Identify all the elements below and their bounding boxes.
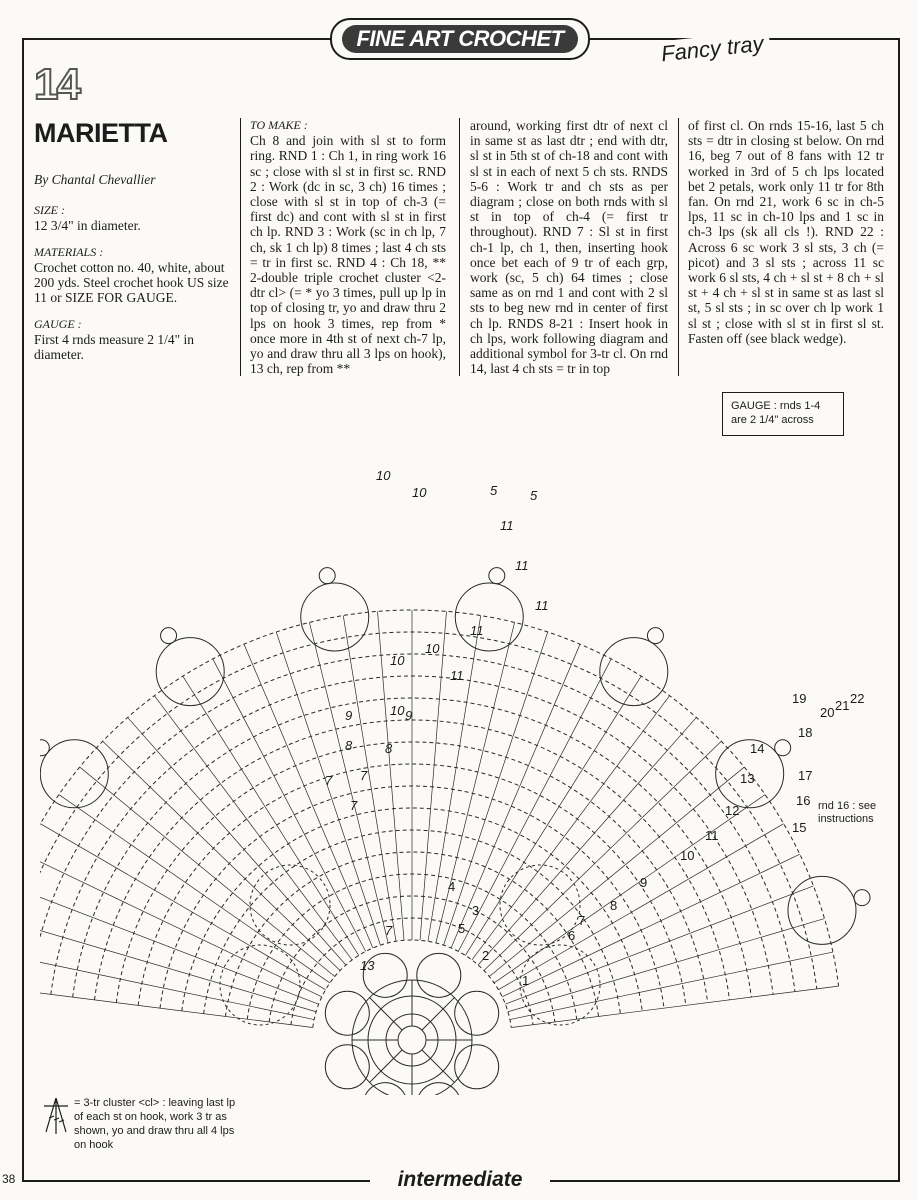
mesh-spoke — [244, 644, 373, 948]
round-label: 7 — [385, 923, 393, 938]
page-number: 38 — [2, 1172, 16, 1186]
center-petal — [455, 1045, 499, 1089]
round-label: 9 — [345, 708, 353, 723]
edge-picot — [854, 890, 870, 906]
mesh-spoke — [505, 886, 813, 1004]
mesh-spoke — [213, 659, 366, 951]
round-label: 7 — [578, 913, 586, 928]
mesh-spoke — [59, 795, 330, 983]
edge-picot — [647, 628, 663, 644]
instructions-column-1 — [250, 118, 446, 376]
edge-picot — [319, 568, 335, 584]
pattern-number: 14 — [34, 60, 79, 109]
round-label: 10 — [390, 653, 405, 668]
mesh-spoke — [40, 952, 314, 1019]
designer-credit: By Chantal Chevallier — [34, 172, 156, 187]
cluster-symbol-icon — [42, 1096, 70, 1136]
instructions-column-2: around, working first dtr of next cl in same st as last dtr ; end with dtr, sl st in 5th st of ch-18 and cont with sl st in each of next 5 ch sts. RNDS 5-6 : Work tr and ch sts as per diagram ; close on both rnds with sl st in top of ch-4 (= first tr throughout). RND 7 : Sl st in first ch-1 lp, ch 1, then, inserting hook once bet each of 9 tr of each grp, work (sc, 5 ch) 64 times ; close same as on rnd 1 and cont with 2 sl sts to beg new rnd in center of first ch lp. RNDS 8-21 : Insert hook in ch lps, work following diagram and additional symbol for 3-tr cl. On rnd 14, last 4 ch sts = tr in top — [470, 118, 668, 376]
center-spoke — [370, 998, 403, 1031]
round-label: 8 — [385, 741, 393, 756]
round-label: 10 — [390, 703, 405, 718]
round-label: 18 — [798, 725, 813, 740]
round-label: 22 — [850, 691, 865, 706]
banner-title: FINE ART CROCHET — [342, 25, 578, 53]
round-label: 10 — [376, 468, 391, 483]
mesh-spoke — [343, 616, 396, 942]
mesh-spoke — [510, 952, 833, 1019]
size-label: SIZE : — [34, 203, 65, 217]
pattern-title: MARIETTA — [34, 118, 168, 148]
materials-text: Crochet cotton no. 40, white, about 200 yds. Steel crochet hook US size 11 or SIZE FOR GAUGE. — [34, 260, 229, 305]
round-label: 15 — [792, 820, 807, 835]
category-tag: Fancy tray — [654, 30, 771, 68]
crochet-chart-diagram — [40, 385, 880, 1095]
round-label: 11 — [515, 558, 529, 573]
round-label: 11 — [450, 668, 464, 683]
round-label: 6 — [568, 928, 576, 943]
round-label: 17 — [798, 768, 813, 783]
mesh-spoke — [511, 986, 838, 1027]
mesh-spoke — [128, 717, 346, 965]
round-label: 14 — [750, 741, 765, 756]
instructions-text-1: Ch 8 and join with sl st to form ring. RND 1 : Ch 1, in ring work 16 sc ; close with sl st in first sc. RND 2 : Work (dc in sc, 3 ch) 16 times ; close with sl st in top of ch-3 (= first dc) and cont with sl st in first ch lp. RND 3 : Work (sc in ch lp, 7 ch, sk 1 ch lp) 8 times ; last 4 ch sts = tr in first sc. RND 4 : Ch 18, ** 2-double triple crochet cluster <2-dtr cl> (= * yo 3 times, pull up lp in top of closing tr, yo and draw thru 2 lps on hook 3 times, rep from * once more in 4th st of next ch-7 lp, yo and draw thru all 3 lps on hook), 13 ch, rep from ** — [250, 133, 446, 376]
round-label: 13 — [360, 958, 375, 973]
mesh-spoke — [420, 611, 446, 940]
side-fan — [220, 945, 300, 1025]
instructions-column-3: of first cl. On rnds 15-16, last 5 ch sts = dtr in closing st below. On rnd 16, beg 7 out of 8 fans with 12 tr worked in 3rd of 5 ch lps located bet 2 petals, work only 11 tr for 8th fan. On rnd 21, work 6 sc in ch-5 lps, 11 sc in ch-10 lps and 1 sc in ch-3 lps (sk all cls !). RND 22 : Across 6 sc work 3 sl sts, 3 ch (= picot) and 3 sl sts ; across 11 sc work 6 sl sts, 4 ch + sl st + 8 ch + sl st + 4 ch + sl st in same st as last sl st, 5 sl sts ; in sc over ch lp work 1 sl st ; close with sl st in first sl st. Fasten off (see black wedge). — [688, 118, 884, 346]
gauge-note-box: GAUGE : rnds 1-4 are 2 1/4" across — [722, 392, 844, 436]
round-label: 10 — [425, 641, 440, 656]
round-label: 5 — [530, 488, 538, 503]
mesh-spoke — [309, 622, 388, 942]
mesh-spoke — [436, 622, 515, 942]
edge-picot — [489, 568, 505, 584]
center-spoke — [370, 1050, 403, 1083]
center-petal — [325, 991, 369, 1035]
round-label: 9 — [405, 708, 413, 723]
round-label: 5 — [490, 483, 498, 498]
round-label: 16 — [796, 793, 811, 808]
round-label: 7 — [325, 773, 333, 788]
edge-picot — [40, 740, 49, 756]
mesh-spoke — [465, 676, 641, 955]
column-divider — [459, 118, 460, 376]
center-spoke — [422, 1050, 455, 1083]
center-petal — [325, 1045, 369, 1089]
side-fan — [520, 945, 600, 1025]
to-make-label: TO MAKE : — [250, 118, 308, 132]
cluster-legend — [42, 1096, 242, 1152]
materials-label: MATERIALS : — [34, 245, 104, 259]
round-label: 8 — [610, 898, 618, 913]
round-label: 19 — [792, 691, 807, 706]
mesh-spoke — [478, 717, 696, 965]
round-label: 11 — [705, 828, 719, 843]
gauge-label: GAUGE : — [34, 317, 82, 331]
mesh-spoke — [183, 676, 359, 955]
column-divider — [678, 118, 679, 376]
round-label: 10 — [680, 848, 695, 863]
round-label: 9 — [640, 875, 648, 890]
round-label: 13 — [740, 771, 755, 786]
magazine-banner — [330, 18, 590, 60]
center-petal — [455, 991, 499, 1035]
edge-fan — [301, 583, 369, 651]
round-label: 2 — [482, 948, 490, 963]
round-label: 12 — [725, 803, 740, 818]
mesh-spoke — [494, 795, 765, 983]
center-petal — [417, 953, 461, 997]
center-spoke — [422, 998, 455, 1031]
mesh-spoke — [40, 886, 319, 1004]
pattern-specs — [34, 172, 230, 374]
mesh-spoke — [80, 767, 335, 976]
skill-level-badge: intermediate — [370, 1164, 550, 1196]
mesh-spoke — [498, 824, 783, 990]
round-label: 11 — [500, 518, 514, 533]
mesh-spoke — [40, 854, 322, 997]
round-label: 10 — [412, 485, 427, 500]
round-label: 20 — [820, 705, 835, 720]
mesh-spoke — [458, 659, 611, 951]
round-label: 7 — [350, 798, 358, 813]
round-label: 1 — [522, 973, 530, 988]
edge-picot — [775, 740, 791, 756]
legend-text: = 3-tr cluster <cl> : leaving last lp of each st on hook, work 3 tr as shown, yo and draw thru all 4 lps on hook — [74, 1097, 236, 1151]
center-ring — [398, 1026, 426, 1054]
gauge-text: First 4 rnds measure 2 1/4" in diameter. — [34, 332, 194, 362]
round-label: 3 — [472, 903, 480, 918]
size-text: 12 3/4" in diameter. — [34, 218, 141, 233]
round-label: 8 — [345, 738, 353, 753]
mesh-spoke — [103, 741, 340, 970]
round-label: 7 — [360, 768, 368, 783]
edge-picot — [161, 628, 177, 644]
round-label: 5 — [458, 921, 466, 936]
round-label: 11 — [535, 598, 549, 613]
round-label: 21 — [835, 698, 850, 713]
mesh-spoke — [451, 644, 580, 948]
mesh-spoke — [489, 767, 744, 976]
column-divider — [240, 118, 241, 376]
mesh-spoke — [472, 696, 670, 960]
round-label: 11 — [470, 623, 484, 638]
mesh-spoke — [502, 854, 800, 997]
rnd16-note: rnd 16 : see instructions — [818, 800, 877, 825]
round-label: 4 — [448, 879, 456, 894]
edge-fan — [455, 583, 523, 651]
